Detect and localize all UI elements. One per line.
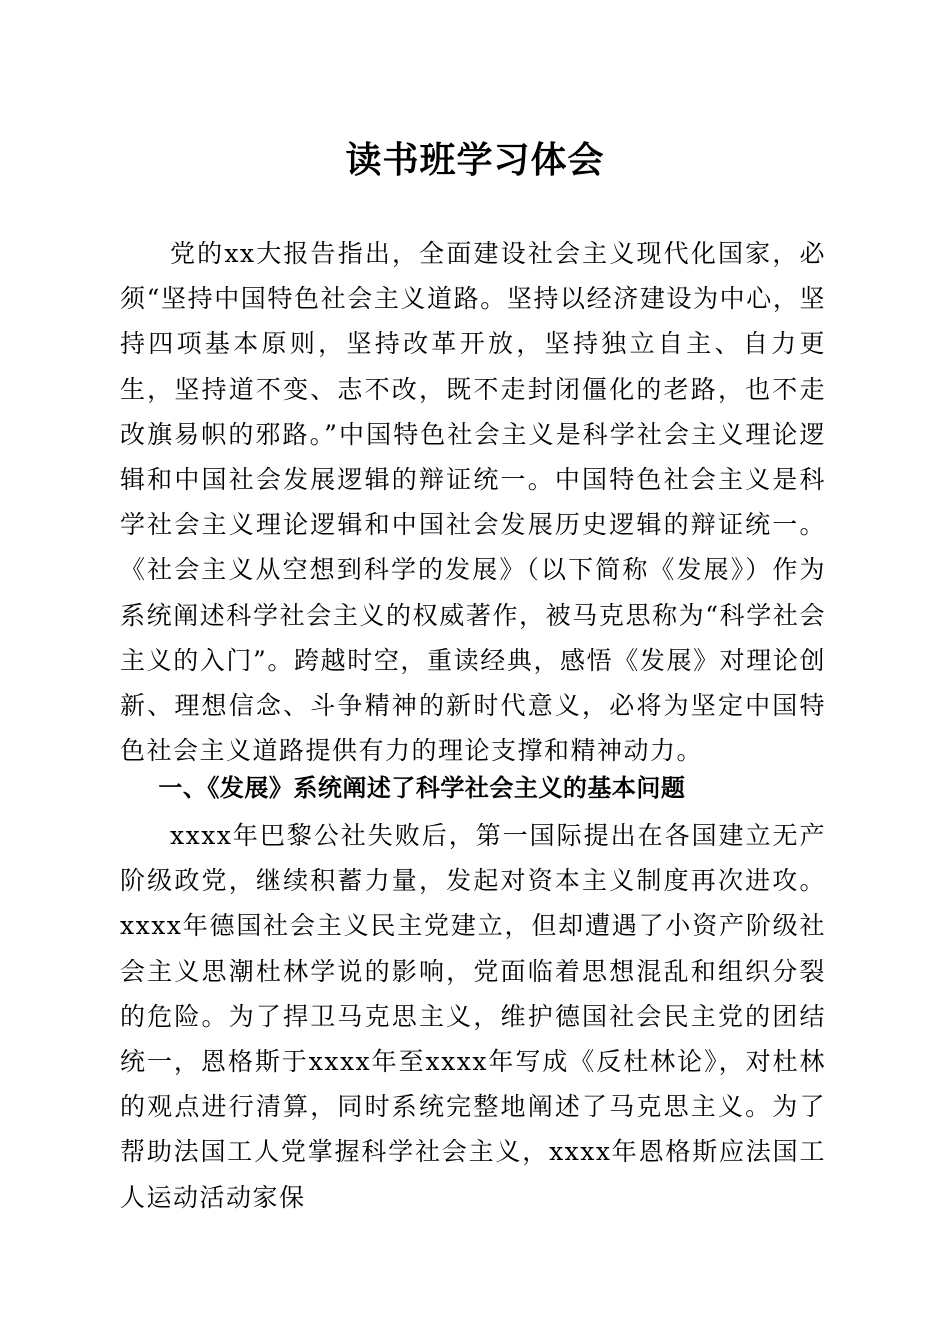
section-heading-1: 一、《发展》系统阐述了科学社会主义的基本问题: [158, 774, 686, 802]
intro-paragraph: 党的xx大报告指出，全面建设社会主义现代化国家，必须“坚持中国特色社会主义道路。坚持以经济建设为中心，坚持四项基本原则，坚持改革开放，坚持独立自主、自力更生，坚持道不变、志不改，既不走封闭僵化的老路，也不走改旗易帜的邪路。”中国特色社会主义是科学社会主义理论逻辑和中国社会发展逻辑的辩证统一。中国特色社会主义是科学社会主义理论逻辑和中国社会发展历史逻辑的辩证统一。《社会主义从空想到科学的发展》（以下简称《发展》）作为系统阐述科学社会主义的权威著作，被马克思称为“科学社会主义的入门”。跨越时空，重读经典，感悟《发展》对理论创新、理想信念、斗争精神的新时代意义，必将为坚定中国特色社会主义道路提供有力的理论支撑和精神动力。: [120, 239, 826, 766]
document-title: 读书班学习体会: [345, 139, 605, 181]
section-1-paragraph: xxxx年巴黎公社失败后，第一国际提出在各国建立无产阶级政党，继续积蓄力量，发起对资本主义制度再次进攻。xxxx年德国社会主义民主党建立，但却遭遇了小资产阶级社会主义思潮杜林学说的影响，党面临着思想混乱和组织分裂的危险。为了捍卫马克思主义，维护德国社会民主党的团结统一，恩格斯于xxxx年至xxxx年写成《反杜林论》，对杜林的观点进行清算，同时系统完整地阐述了马克思主义。为了帮助法国工人党掌握科学社会主义，xxxx年恩格斯应法国工人运动活动家保: [120, 821, 826, 1212]
